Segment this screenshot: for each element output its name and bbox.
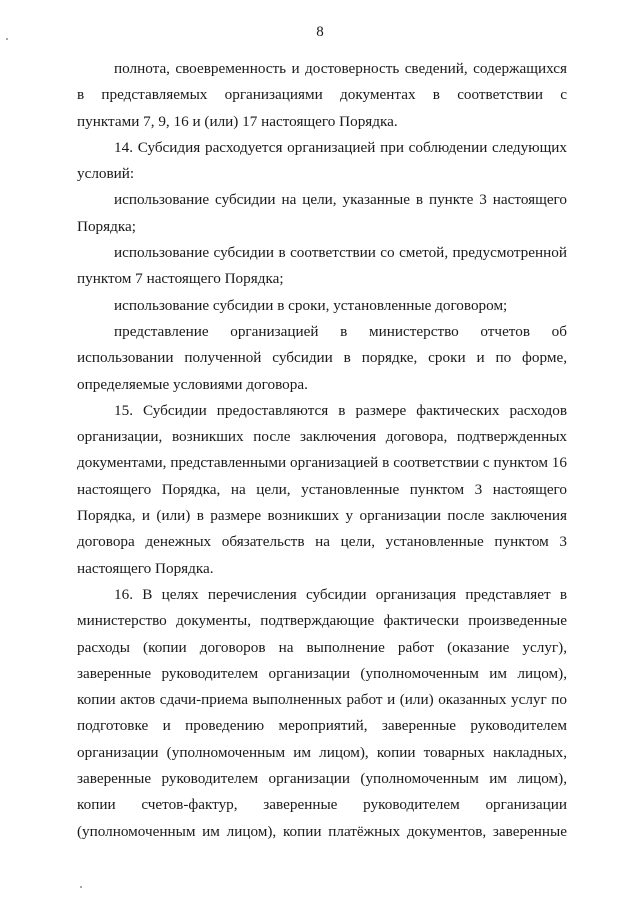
- text-line: (уполномоченным им лицом), копии платёжных документов, заверенные: [77, 822, 567, 840]
- text-line: расходы (копии договоров на выполнение работ (оказание услуг),: [77, 638, 567, 656]
- text-line: использовании полученной субсидии в порядке, сроки и по форме,: [77, 349, 567, 367]
- text-line: пунктом 7 настоящего Порядка;: [77, 270, 284, 288]
- text-line: представление организацией в министерство отчетов об: [114, 322, 567, 340]
- text-line: 15. Субсидии предоставляются в размере фактических расходов: [114, 401, 567, 419]
- text-line: 16. В целях перечисления субсидии организация представляет в: [114, 585, 567, 603]
- text-line: организации (уполномоченным им лицом), копии товарных накладных,: [77, 743, 567, 761]
- text-line: полнота, своевременность и достоверность сведений, содержащихся: [114, 60, 567, 77]
- text-line: пунктами 7, 9, 16 и (или) 17 настоящего Порядка.: [77, 112, 398, 130]
- text-line: настоящего Порядка.: [77, 559, 214, 577]
- text-line: условий:: [77, 165, 135, 183]
- scan-speck: [80, 886, 82, 888]
- text-line: в представляемых организациями документах в соответствии с: [77, 86, 567, 104]
- text-line: заверенные руководителем организации (уполномоченным им лицом),: [77, 770, 567, 788]
- text-line: использование субсидии в сроки, установленные договором;: [114, 296, 508, 314]
- scan-speck: [6, 38, 8, 40]
- text-line: документами, представленными организацией в соответствии с пунктом 16: [77, 454, 567, 472]
- text-line: использование субсидии на цели, указанные в пункте 3 настоящего: [114, 191, 567, 209]
- text-line: настоящего Порядка, на цели, установленные пунктом 3 настоящего: [77, 480, 567, 498]
- text-line: заверенные руководителем организации (уполномоченным им лицом),: [77, 664, 567, 682]
- text-line: использование субсидии в соответствии со сметой, предусмотренной: [114, 244, 567, 262]
- text-line: 14. Субсидия расходуется организацией при соблюдении следующих: [114, 138, 567, 156]
- text-line: копии актов сдачи-приема выполненных работ и (или) оказанных услуг по: [77, 691, 567, 709]
- text-line: организации, возникших после заключения договора, подтвержденных: [77, 428, 567, 446]
- text-line: копии счетов-фактур, заверенные руководителем организации: [77, 796, 567, 814]
- text-line: Порядка, и (или) в размере возникших у организации после заключения: [77, 507, 567, 525]
- text-line: подготовке и проведению мероприятий, заверенные руководителем: [77, 717, 567, 735]
- text-line: министерство документы, подтверждающие фактически произведенные: [77, 612, 567, 630]
- body-text: [77, 56, 567, 845]
- text-line: определяемые условиями договора.: [77, 375, 308, 393]
- text-line: Порядка;: [77, 217, 136, 235]
- page-number: 8: [316, 24, 324, 40]
- text-line: договора денежных обязательств на цели, установленные пунктом 3: [77, 533, 567, 551]
